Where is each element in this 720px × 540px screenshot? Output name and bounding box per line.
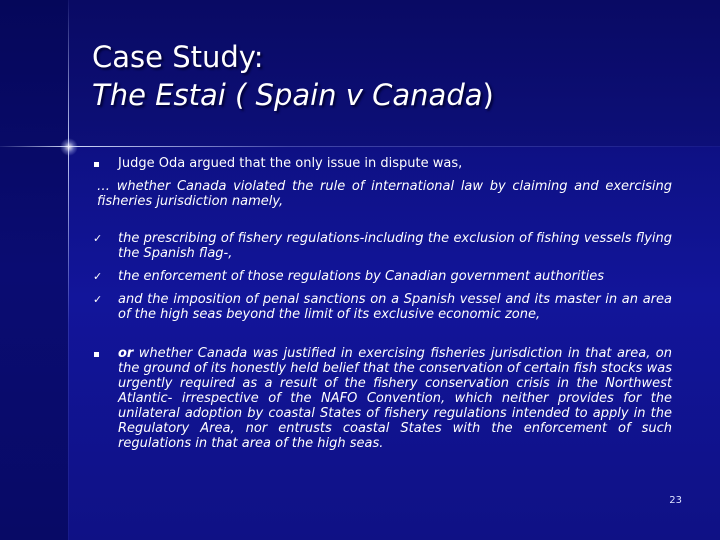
check-item-3-text: and the imposition of penal sanctions on a Spanish vessel and its master in an area of the high seas beyond the limit of its exclusive economic zone,: [118, 292, 672, 322]
check-item-2: [92, 269, 672, 284]
checkmark-icon: ✓: [93, 270, 103, 283]
bullet-item-1: [92, 156, 672, 171]
bullet-1-text: Judge Oda argued that the only issue in dispute was,: [118, 156, 463, 171]
square-bullet-icon: [92, 156, 112, 171]
horizontal-accent-line: [0, 146, 720, 147]
ellipsis-lead: …: [97, 179, 110, 194]
sub-item-1: [92, 179, 672, 209]
slide-body: [92, 156, 672, 451]
slide-title: [92, 38, 702, 114]
bullet-item-2: [92, 346, 672, 451]
title-line-2: [92, 76, 702, 114]
bullet-2-lead: or: [118, 346, 134, 361]
title-line-1: Case Study:: [92, 40, 264, 74]
vertical-accent-line: [68, 0, 69, 540]
checkmark-icon: ✓: [93, 293, 103, 306]
checkmark-icon: ✓: [93, 232, 103, 245]
check-item-1-text: the prescribing of fishery regulations-including the exclusion of fishing vessels flying the Spanish flag-,: [118, 231, 672, 261]
title-line-2-italic: The Estai ( Spain v Canada: [92, 78, 483, 112]
check-item-3: [92, 292, 672, 322]
sparkle-icon: [60, 138, 78, 156]
check-item-1: [92, 231, 672, 261]
page-number: 23: [669, 495, 682, 506]
title-close-paren: ): [482, 78, 494, 112]
square-bullet-icon: [92, 346, 112, 361]
left-decor-band: [0, 0, 68, 540]
bullet-2-text: whether Canada was justified in exercising fisheries jurisdiction in that area, on the ground of its honestly held belief that the conservation of certain fish stocks was urgently required as a result of the fishery conservation crisis in the Northwest Atlantic- irrespective of the NAFO Convention, which neither provides for the unilateral adoption by coastal States of fishery regulations intended to apply in the Regulatory Area, nor entrusts coastal States with the enforcement of such regulations in that area of the high seas.: [118, 346, 673, 451]
check-item-2-text: the enforcement of those regulations by Canadian government authorities: [118, 269, 605, 284]
sub-item-1-text: whether Canada violated the rule of international law by claiming and exercising fisheries jurisdiction namely,: [97, 179, 672, 209]
